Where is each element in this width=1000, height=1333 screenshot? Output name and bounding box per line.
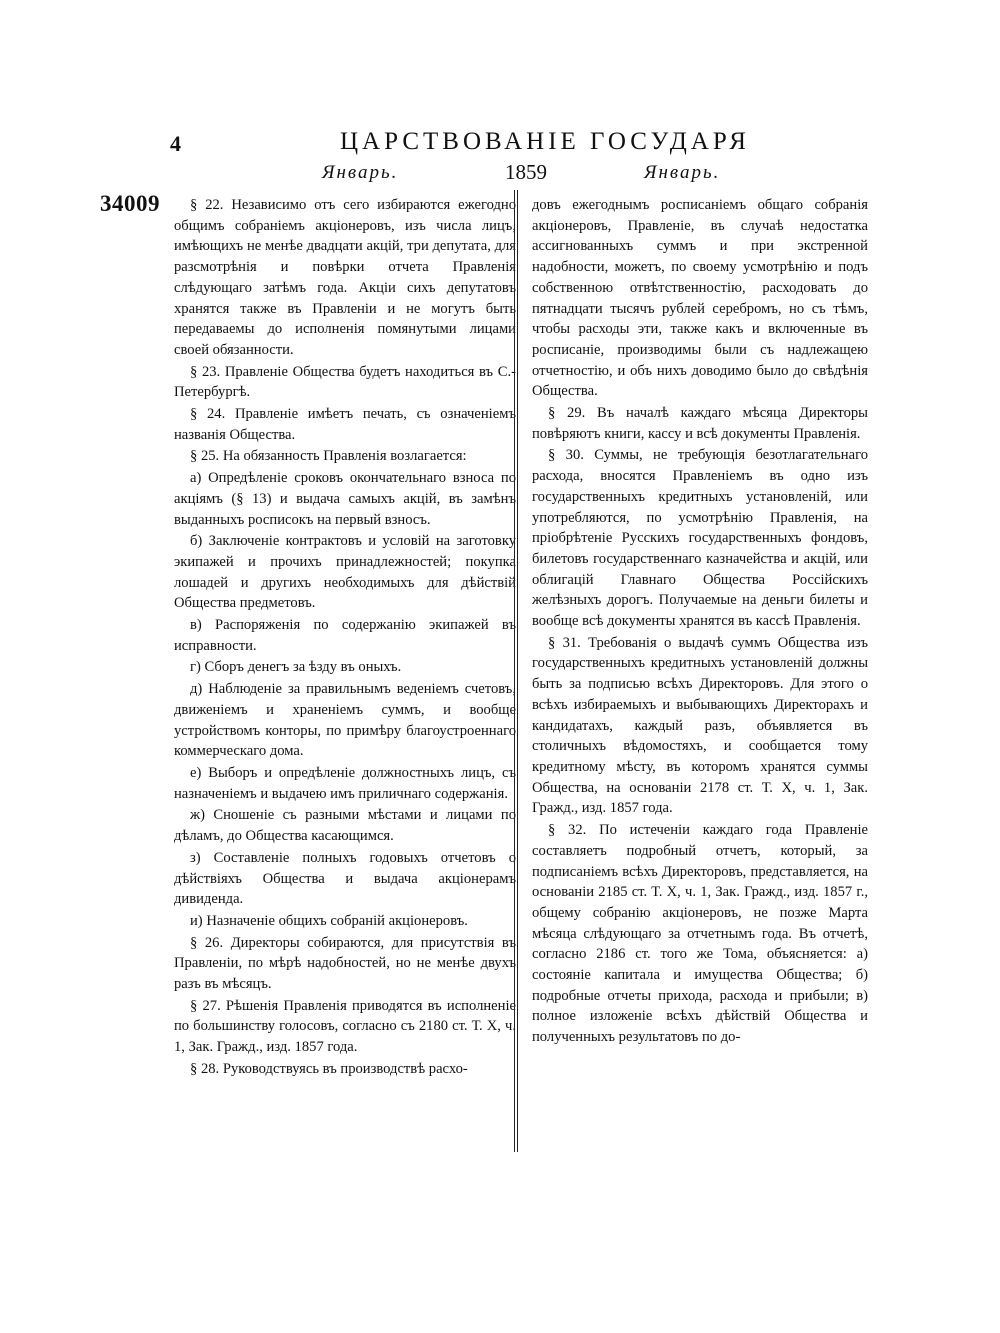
paragraph-25-z: з) Составленіе полныхъ годовыхъ отчетовъ о дѣйствіяхъ Общества и выдача акціонерамъ дивиденда. [174, 849, 516, 908]
paragraph-28-continued: довъ ежегоднымъ росписаніемъ общаго собранія акціонеровъ, Правленіе, въ случаѣ недостатка ассигнованныхъ суммъ и при экстренной надобности, можетъ, по своему усмотрѣнію и подъ собственною отвѣтственностію, расходовать до пятнадцати тысячъ рублей серебромъ, но съ тѣмъ, чтобы расходы эти, также какъ и включенные въ росписаніе, производимы были съ надлежащею отчетностію, и объ нихъ доводимо было до свѣдѣнія Общества. [532, 197, 868, 400]
paragraph-26: § 26. Директоры собираются, для присутствія въ Правленіи, по мѣрѣ надобностей, но не менѣе двухъ разъ въ мѣсяцъ. [174, 934, 516, 993]
paragraph-25-a: а) Опредѣленіе сроковъ окончательнаго взноса по акціямъ (§ 13) и выдача самыхъ акцій, въ замѣнъ выданныхъ росписокъ на первый взносъ. [174, 470, 516, 528]
paragraph-25-g: г) Сборъ денегъ за ѣзду въ оныхъ. [190, 659, 402, 676]
paragraph-25-b: б) Заключеніе контрактовъ и условій на заготовку экипажей и прочихъ принадлежностей; покупка лошадей и другихъ необходимыхъ для дѣйствій Общества предметовъ. [174, 533, 516, 612]
year-label: 1859 [505, 160, 547, 184]
paragraph-25-v: в) Распоряженія по содержанію экипажей въ исправности. [174, 617, 516, 654]
paragraph-27: § 27. Рѣшенія Правленія приводятся въ исполненіе по большинству голосовъ, согласно съ 2180 ст. Т. X, ч. 1, Зак. Гражд., изд. 1857 года. [174, 997, 516, 1056]
right-column [532, 195, 868, 1048]
paragraph-28: § 28. Руководствуясь въ производствѣ расхо- [190, 1060, 468, 1077]
paragraph-25: § 25. На обязанность Правленія возлагается: [190, 448, 467, 465]
paragraph-29: § 29. Въ началѣ каждаго мѣсяца Директоры повѣряютъ книги, кассу и всѣ документы Правленія. [532, 405, 868, 442]
paragraph-31: § 31. Требованія о выдачѣ суммъ Общества изъ государственныхъ кредитныхъ установленій должны быть за подписью всѣхъ Директоровъ. Для этого о всѣхъ избираемыхъ и выбывающихъ Директорахъ и кандидатахъ, каждый разъ, объявляется въ столичныхъ вѣдомостяхъ, и сообщается тому кредитному мѣсту, въ которомъ хранятся суммы Общества, на основаніи 2178 ст. Т. X, ч. 1, Зак. Гражд., изд. 1857 года. [532, 634, 868, 817]
page-number: 4 [170, 131, 181, 156]
month-right: Январь. [644, 162, 721, 183]
paragraph-30: § 30. Суммы, не требующія безотлагательнаго расхода, вносятся Правленіемъ въ одно изъ государственныхъ кредитныхъ установленій, или употребляются, по усмотрѣнію Правленія, на пріобрѣтеніе Русскихъ государственныхъ фондовъ, билетовъ государственнаго казначейства и акцій, или облигацій Главнаго Общества Россійскихъ желѣзныхъ дорогъ. Получаемые на деньги билеты и вообще всѣ документы хранятся въ кассѣ Правленія. [532, 447, 868, 630]
paragraph-23: § 23. Правленіе Общества будетъ находиться въ С.-Петербургѣ. [174, 363, 516, 401]
paragraph-25-e: е) Выборъ и опредѣленіе должностныхъ лицъ, съ назначеніемъ и выдачею имъ приличнаго содержанія. [174, 764, 516, 802]
paragraph-24: § 24. Правленіе имѣетъ печать, съ означеніемъ названія Общества. [174, 406, 516, 443]
paragraph-22: § 22. Независимо отъ сего избираются ежегодно общимъ собраніемъ акціонеровъ, изъ числа лицъ, имѣющихъ не менѣе двадцати акцій, три депутата, для разсмотрѣнія и повѣрки отчета Правленія слѣдующаго затѣмъ года. Акціи сихъ депутатовъ хранятся также въ Правленіи и не могутъ быть передаваемы до исполненія помянутыми лицами своей обязанности. [174, 197, 516, 358]
paragraph-25-zh: ж) Сношеніе съ разными мѣстами и лицами по дѣламъ, до Общества касающимся. [174, 807, 516, 845]
running-title: ЦАРСТВОВАНІЕ ГОСУДАРЯ [340, 128, 750, 155]
column-divider [514, 190, 518, 1152]
left-column [174, 195, 516, 1080]
paragraph-32: § 32. По истеченіи каждаго года Правленіе составляетъ подробный отчетъ, который, за подписаніемъ всѣхъ Директоровъ, представляется, на основаніи 2185 ст. Т. X, ч. 1, Зак. Гражд., изд. 1857 г., общему собранію акціонеровъ, не позже Марта мѣсяца слѣдующаго за отчетнымъ года. Въ отчетѣ, согласно 2186 ст. того же Тома, объясняется: а) состояніе капитала и имущества Общества; б) подробные отчеты прихода, расхода и прибыли; в) полное изложеніе всѣхъ дѣйствій Общества и полученныхъ результатовъ по до- [532, 822, 868, 1046]
paragraph-25-d: д) Наблюденіе за правильнымъ веденіемъ счетовъ, движеніемъ и храненіемъ суммъ, и вообще устройствомъ конторы, по примѣру благоустроеннаго коммерческаго дома. [174, 681, 516, 760]
paragraph-25-i: и) Назначеніе общихъ собраній акціонеровъ. [190, 912, 468, 929]
month-left: Январь. [322, 162, 399, 183]
act-number: 34009 [100, 191, 160, 216]
